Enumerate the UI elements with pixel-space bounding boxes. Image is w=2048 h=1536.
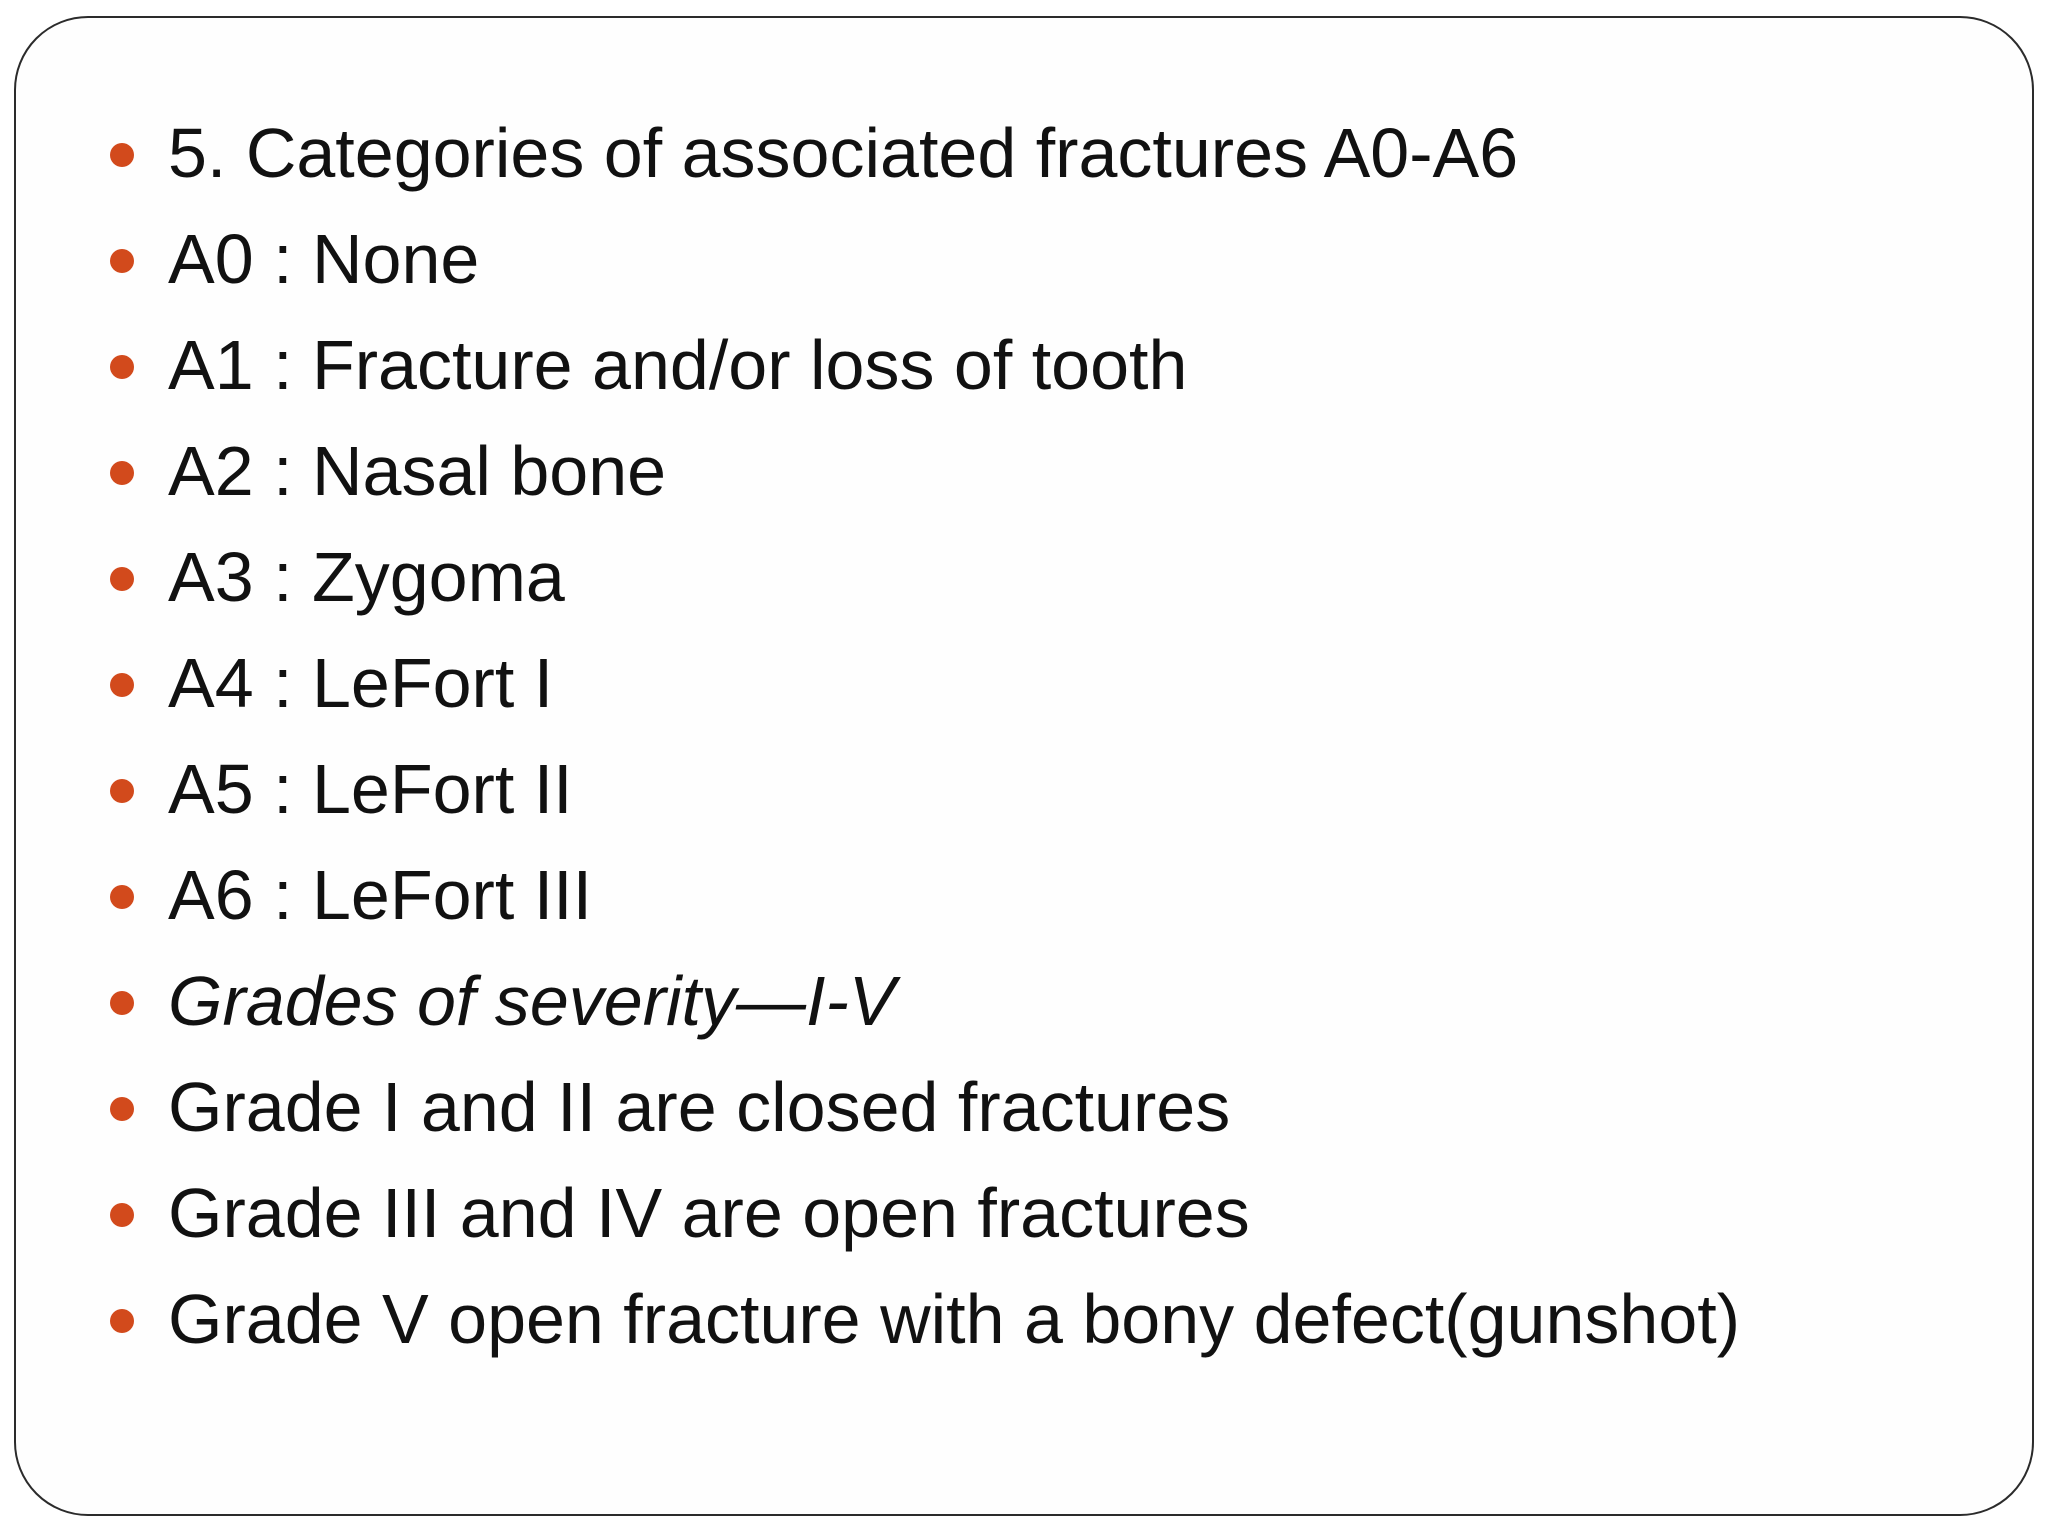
bullet-text: Grade III and IV are open fractures: [168, 1174, 1250, 1252]
bullet-text: Grade I and II are closed fractures: [168, 1068, 1231, 1146]
bullet-dot-icon: [110, 355, 134, 379]
bullet-dot-icon: [110, 249, 134, 273]
bullet-list: [110, 100, 1740, 1372]
bullet-item: [110, 418, 1740, 524]
bullet-item: [110, 1054, 1740, 1160]
bullet-text: A6 : LeFort III: [168, 856, 593, 934]
bullet-item: [110, 1160, 1740, 1266]
bullet-text: A5 : LeFort II: [168, 750, 573, 828]
bullet-text: 5. Categories of associated fractures A0-A6: [168, 114, 1519, 192]
bullet-item: [110, 206, 1740, 312]
bullet-text: Grades of severity—I-V: [168, 962, 896, 1040]
bullet-dot-icon: [110, 461, 134, 485]
bullet-dot-icon: [110, 779, 134, 803]
bullet-dot-icon: [110, 1097, 134, 1121]
bullet-item: [110, 842, 1740, 948]
bullet-text: A4 : LeFort I: [168, 644, 554, 722]
bullet-item: [110, 736, 1740, 842]
bullet-dot-icon: [110, 1203, 134, 1227]
bullet-item: [110, 948, 1740, 1054]
bullet-item: [110, 1266, 1740, 1372]
bullet-text: A1 : Fracture and/or loss of tooth: [168, 326, 1188, 404]
bullet-item: [110, 312, 1740, 418]
bullet-item: [110, 524, 1740, 630]
bullet-text: Grade V open fracture with a bony defect(gunshot): [168, 1280, 1741, 1358]
bullet-dot-icon: [110, 1309, 134, 1333]
bullet-text: A0 : None: [168, 220, 480, 298]
bullet-text: A2 : Nasal bone: [168, 432, 667, 510]
bullet-item: [110, 100, 1740, 206]
bullet-dot-icon: [110, 567, 134, 591]
bullet-dot-icon: [110, 673, 134, 697]
bullet-dot-icon: [110, 143, 134, 167]
bullet-dot-icon: [110, 991, 134, 1015]
bullet-dot-icon: [110, 885, 134, 909]
bullet-item: [110, 630, 1740, 736]
bullet-text: A3 : Zygoma: [168, 538, 565, 616]
